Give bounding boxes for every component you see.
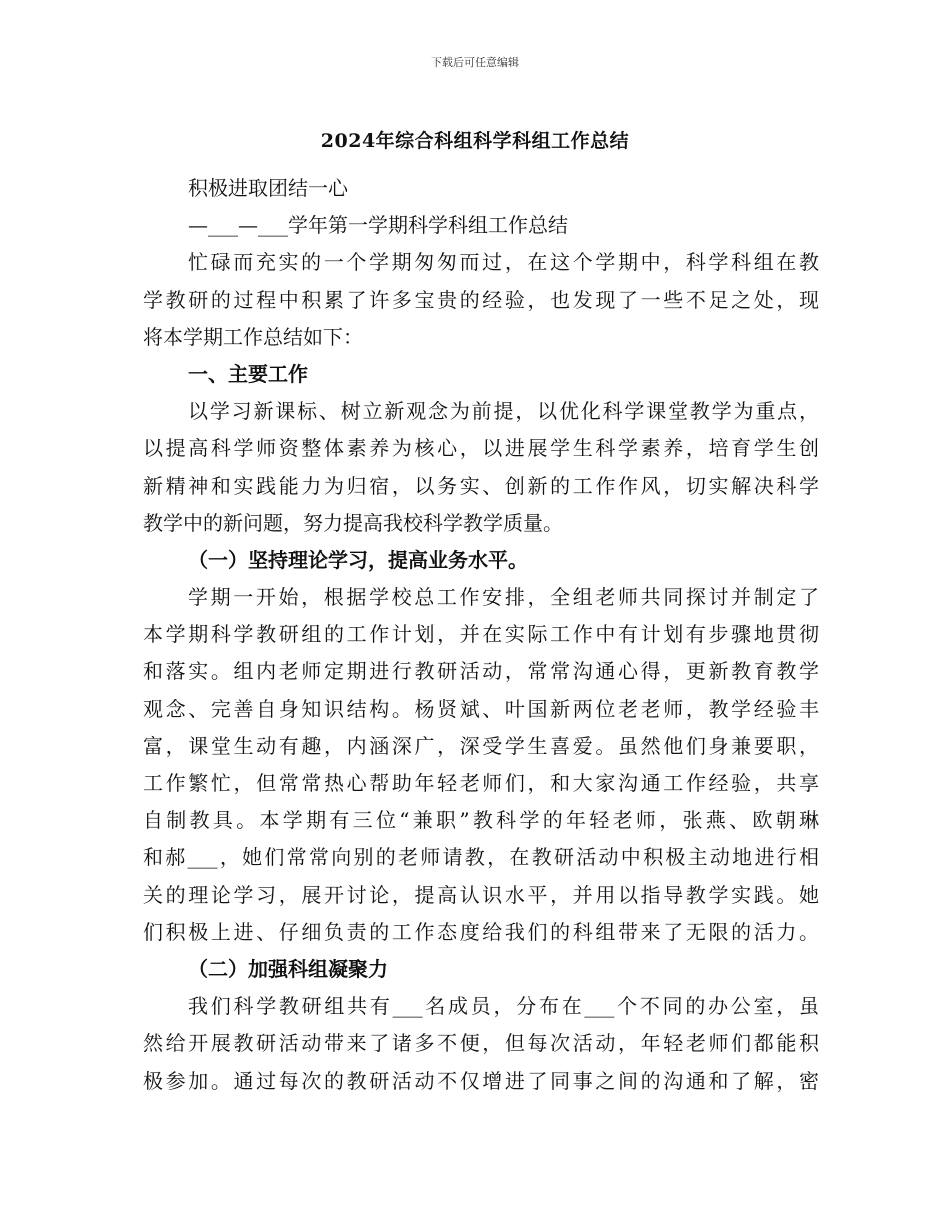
body-line: 将本学期工作总结如下： — [143, 324, 363, 349]
body-line: 工作繁忙，但常常热心帮助年轻老师们，和大家沟通工作经验，共享 — [143, 771, 819, 795]
section-heading: （二）加强科组凝聚力 — [188, 956, 388, 981]
body-line: 极参加。通过每次的教研活动不仅增进了同事之间的沟通和了解，密 — [143, 1068, 819, 1093]
document-body — [143, 170, 819, 1100]
body-line: 富，课堂生动有趣，内涵深广，深受学生喜爱。虽然他们身兼要职， — [143, 733, 819, 758]
body-line: 教学中的新问题，努力提高我校科学教学质量。 — [143, 510, 563, 535]
body-line: 观念、完善自身知识结构。杨贤斌、叶国新两位老老师，教学经验丰 — [143, 696, 819, 721]
body-line: 本学期科学教研组的工作计划，并在实际工作中有计划有步骤地贯彻 — [143, 622, 819, 647]
body-line: 忙碌而充实的一个学期匆匆而过，在这个学期中，科学科组在教 — [188, 250, 819, 275]
body-line: 积极进取团结一心 — [188, 176, 348, 200]
header-note: 下载后可任意编辑 — [431, 56, 519, 69]
body-line: 自制教具。本学期有三位“兼职”教科学的年轻老师，张燕、欧朝琳 — [143, 808, 819, 833]
body-line: —___—___学年第一学期科学科组工作总结 — [188, 213, 568, 238]
body-line: 以提高科学师资整体素养为核心，以进展学生科学素养，培育学生创 — [143, 436, 819, 461]
body-line: 我们科学教研组共有___名成员，分布在___个不同的办公室，虽 — [188, 994, 819, 1019]
body-line: 关的理论学习，展开讨论，提高认识水平，并用以指导教学实践。她 — [143, 882, 819, 907]
body-line: 新精神和实践能力为归宿，以务实、创新的工作作风，切实解决科学 — [143, 473, 819, 498]
section-heading: 一、主要工作 — [188, 361, 308, 386]
body-line: 然给开展教研活动带来了诸多不便，但每次活动，年轻老师们都能积 — [143, 1031, 819, 1056]
body-line: 和郝___，她们常常向别的老师请教，在教研活动中积极主动地进行相 — [143, 845, 819, 870]
document-title: 2024年综合科组科学科组工作总结 — [320, 130, 630, 152]
body-line: 学教研的过程中积累了许多宝贵的经验，也发现了一些不足之处，现 — [143, 287, 819, 312]
body-line: 和落实。组内老师定期进行教研活动，常常沟通心得，更新教育教学 — [143, 659, 819, 684]
body-line: 们积极上进、仔细负责的工作态度给我们的科组带来了无限的活力。 — [143, 919, 819, 944]
body-line: 学期一开始，根据学校总工作安排，全组老师共同探讨并制定了 — [188, 585, 819, 610]
section-heading: （一）坚持理论学习，提高业务水平。 — [188, 547, 528, 572]
body-line: 以学习新课标、树立新观念为前提，以优化科学课堂教学为重点， — [188, 399, 819, 424]
